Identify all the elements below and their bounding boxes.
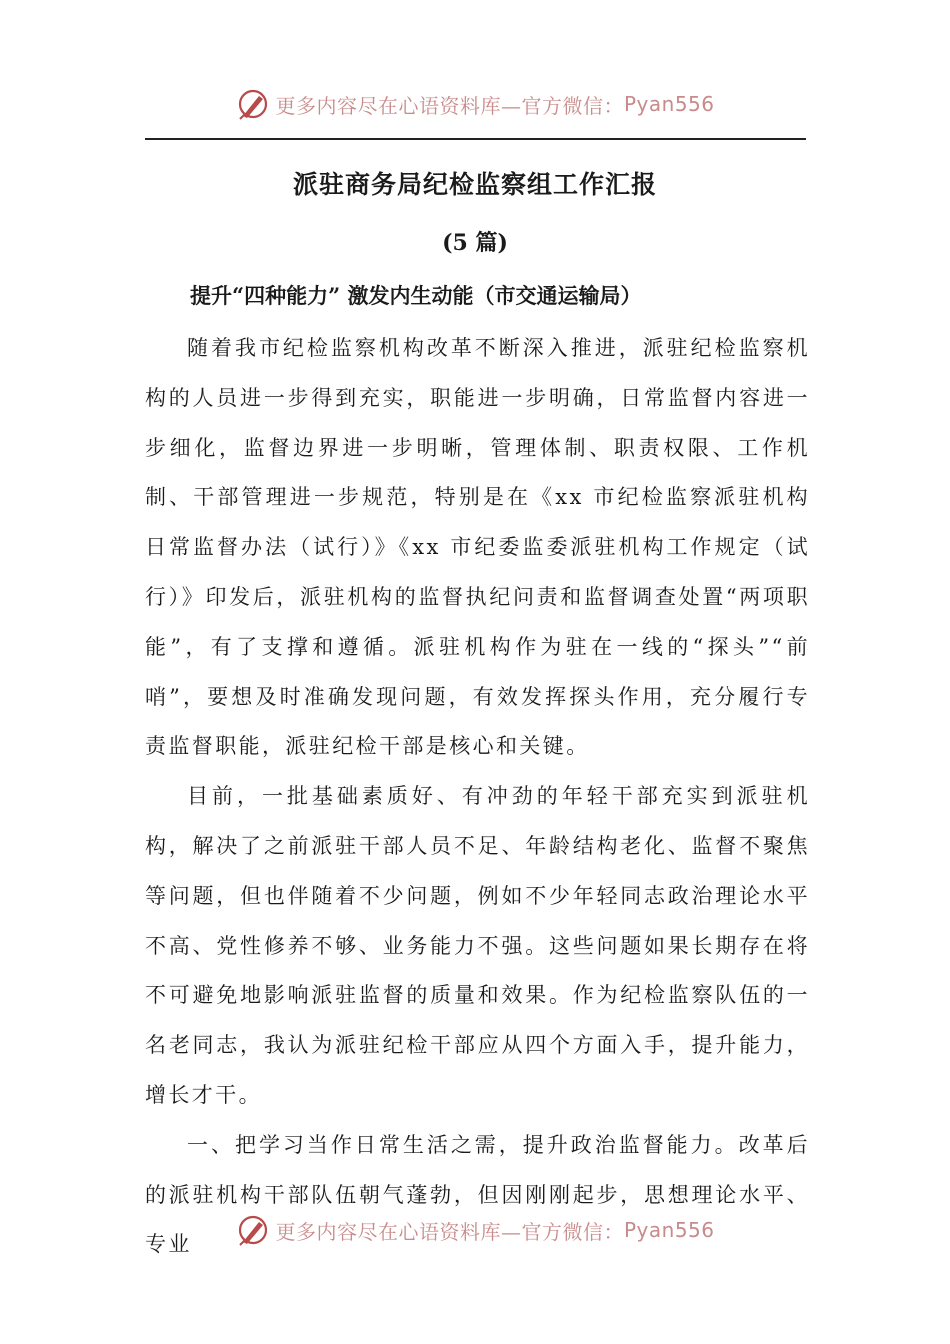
watermark-header [0,84,950,124]
document-body [145,324,810,1270]
paragraph: 随着我市纪检监察机构改革不断深入推进，派驻纪检监察机构的人员进一步得到充实，职能进一步明确，日常监督内容进一步细化，监督边界进一步明晰，管理体制、职责权限、工作机制、干部管理进一步规范，特别是在《xx 市纪检监察派驻机构日常监督办法（试行）》《xx 市纪委监委派驻机构工作规定（试行）》印发后，派驻机构的监督执纪问责和监督调查处置“两项职能”，有了支撑和遵循。派驻机构作为驻在一线的“探头”“前哨”，要想及时准确发现问题，有效发挥探头作用，充分履行专责监督职能，派驻纪检干部是核心和关键。 [145,336,810,759]
section-subtitle: 提升“四种能力” 激发内生动能（市交通运输局） [190,283,642,308]
document-count: (5 篇) [442,230,508,256]
watermark-wechat-id: Pyan556 [623,92,715,116]
paragraph: 一、把学习当作日常生活之需，提升政治监督能力。改革后的派驻机构干部队伍朝气蓬勃，但因刚刚起步，思想理论水平、专业 [145,1132,810,1257]
document-title: 派驻商务局纪检监察组工作汇报 [292,170,657,199]
watermark-text: 更多内容尽在心语资料库—官方微信： [275,1219,624,1244]
pen-logo-icon [235,86,271,122]
pen-logo-icon [235,1212,271,1248]
paragraph: 目前，一批基础素质好、有冲劲的年轻干部充实到派驻机构，解决了之前派驻干部人员不足、年龄结构老化、监督不聚焦等问题，但也伴随着不少问题，例如不少年轻同志政治理论水平不高、党性修养不够、业务能力不强。这些问题如果长期存在将不可避免地影响派驻监督的质量和效果。作为纪检监察队伍的一名老同志，我认为派驻纪检干部应从四个方面入手，提升能力，增长才干。 [145,784,810,1107]
watermark-wechat-id: Pyan556 [623,1218,715,1242]
header-rule [145,138,806,140]
watermark-footer [0,1210,950,1250]
watermark-text: 更多内容尽在心语资料库—官方微信： [275,93,624,118]
